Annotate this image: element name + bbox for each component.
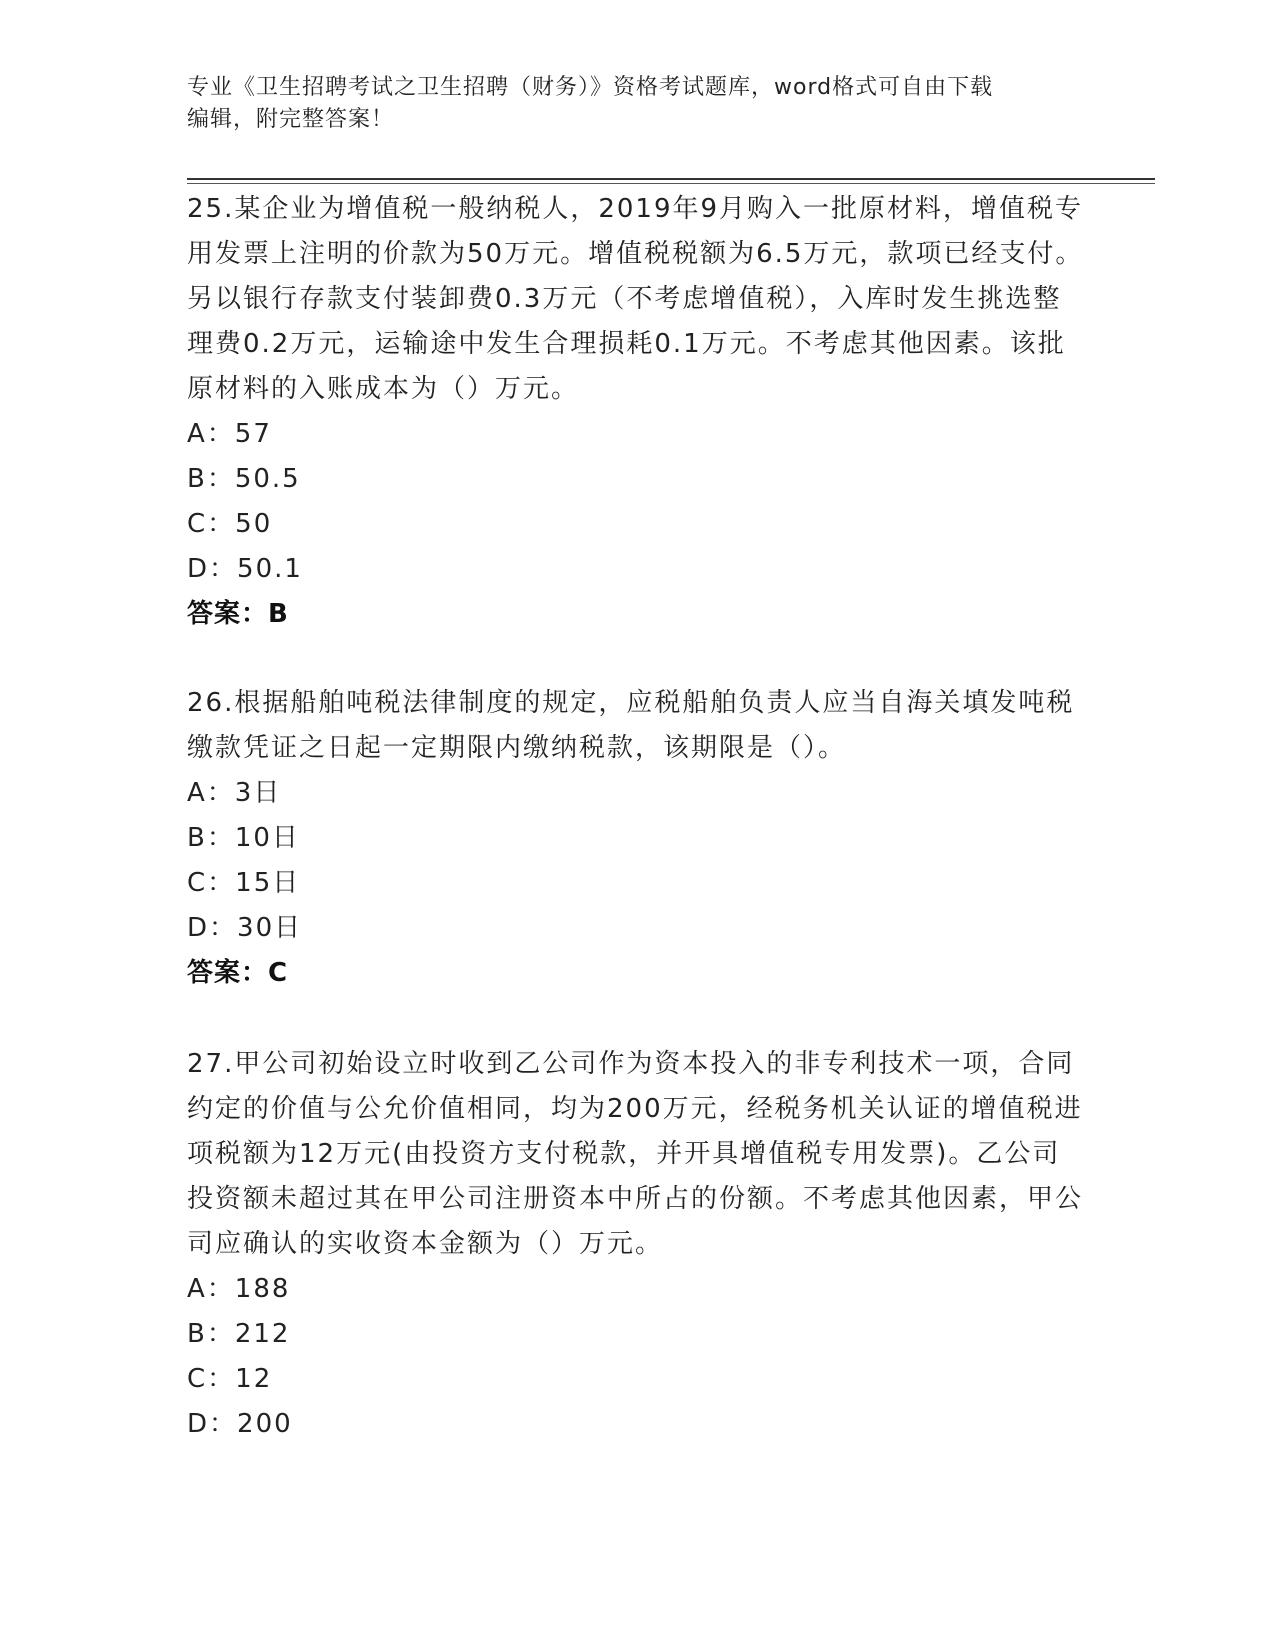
option-a: A：188 — [187, 1274, 291, 1304]
header-divider-thin — [187, 183, 1155, 184]
option-b: B：10日 — [187, 823, 300, 853]
option-c: C：12 — [187, 1364, 273, 1394]
option-d: D：200 — [187, 1409, 293, 1439]
option-list — [187, 1267, 1087, 1447]
option-c: C：15日 — [187, 868, 301, 898]
answer-label: 答案：C — [187, 958, 289, 988]
question-27 — [187, 1042, 1087, 1447]
option-list — [187, 771, 1087, 951]
question-26 — [187, 681, 1087, 996]
option-d: D：50.1 — [187, 554, 303, 584]
option-d: D：30日 — [187, 913, 303, 943]
question-text: 26.根据船舶吨税法律制度的规定，应税船舶负责人应当自海关填发吨税缴款凭证之日起一定期限内缴纳税款，该期限是（）。 — [187, 688, 1075, 763]
question-25 — [187, 187, 1087, 637]
document-header — [187, 72, 1087, 136]
option-a: A：3日 — [187, 778, 282, 808]
option-c: C：50 — [187, 509, 273, 539]
option-a: A：57 — [187, 419, 272, 449]
answer-label: 答案：B — [187, 599, 289, 629]
header-line-1: 专业《卫生招聘考试之卫生招聘（财务）》资格考试题库，word格式可自由下载 — [187, 75, 994, 100]
header-line-2: 编辑，附完整答案！ — [187, 107, 395, 132]
option-b: B：50.5 — [187, 464, 301, 494]
option-b: B：212 — [187, 1319, 291, 1349]
question-text: 25.某企业为增值税一般纳税人，2019年9月购入一批原材料，增值税专用发票上注明的价款为50万元。增值税税额为6.5万元，款项已经支付。另以银行存款支付装卸费0.3万元（不考虑增值税），入库时发生挑选整理费0.2万元，运输途中发生合理损耗0.1万元。不考虑其他因素。该批原材料的入账成本为（）万元。 — [187, 194, 1084, 404]
header-divider-thick — [187, 178, 1155, 180]
option-list — [187, 412, 1087, 592]
question-text: 27.甲公司初始设立时收到乙公司作为资本投入的非专利技术一项，合同约定的价值与公允价值相同，均为200万元，经税务机关认证的增值税进项税额为12万元(由投资方支付税款，并开具增值税专用发票)。乙公司投资额未超过其在甲公司注册资本中所占的份额。不考虑其他因素，甲公司应确认的实收资本金额为（）万元。 — [187, 1049, 1084, 1259]
